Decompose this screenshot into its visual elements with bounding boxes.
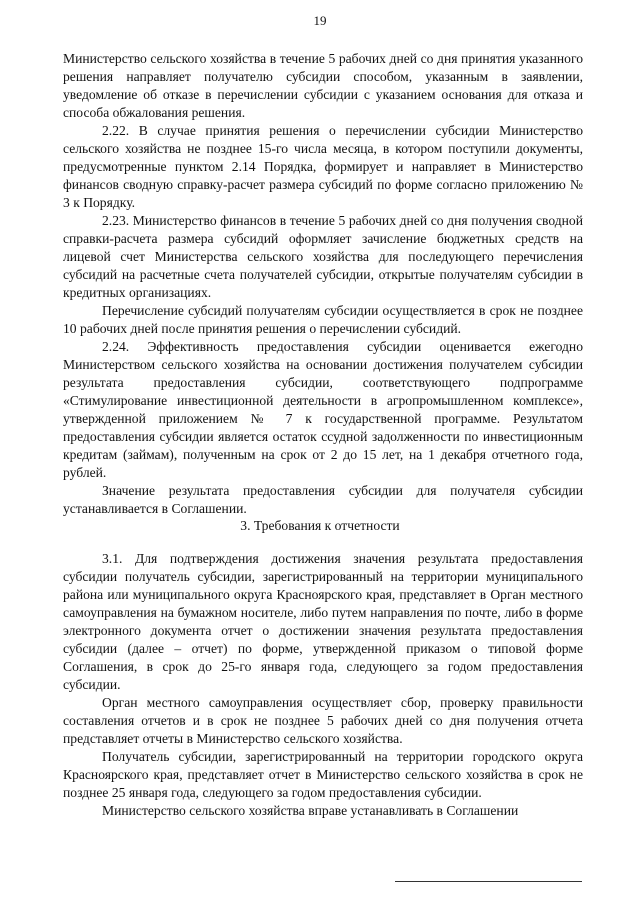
paragraph-ministry-rights: Министерство сельского хозяйства вправе устанавливать в Соглашении bbox=[102, 803, 519, 818]
paragraph-2-23: 2.23. Министерство финансов в течение 5 рабочих дней со дня получения сводной справки-расчета размера субсидий оформляет зачисление бюджетных средств на лицевой счет Министерства сельского хозяйства для последующего перечисления субсидий на расчетные счета получателей субсидии, открытые получателям субсидии в кредитных организациях. bbox=[63, 213, 583, 300]
paragraph-2-24: 2.24. Эффективность предоставления субсидии оценивается ежегодно Министерством сельского хозяйства на основании достижения получателем субсидии результата предоставления субсидии, соответствующего подпрограмме «Стимулирование инвестиционной деятельности в агропромышленном комплексе», утвержденной приложением № 7 к государственной программе. Результатом предоставления субсидии является остаток ссудной задолженности по инвестиционным кредитам (займам), полученным на срок от 2 до 15 лет, на 1 декабря отчетного года, рублей. bbox=[63, 339, 583, 480]
section-3-body bbox=[63, 550, 583, 820]
paragraph-local-authority: Орган местного самоуправления осуществляет сбор, проверку правильности составления отчетов и в срок не позднее 5 рабочих дней со дня получения отчета представляет отчеты в Министерство сельского хозяйства. bbox=[63, 695, 583, 746]
paragraph-3-1: 3.1. Для подтверждения достижения значения результата предоставления субсидии получатель субсидии, зарегистрированный на территории муниципального района или муниципального округа Красноярского края, представляет в Орган местного самоуправления на бумажном носителе, либо путем направления по почте, либо в форме электронного документа отчет о достижении значения результата предоставления субсидии (далее – отчет) по форме, утвержденной приказом о типовой форме Соглашения, в срок до 25-го января года, следующего за годом предоставления субсидии. bbox=[63, 551, 583, 692]
paragraph-result-value: Значение результата предоставления субсидии для получателя субсидии устанавливается в Соглашении. bbox=[63, 483, 583, 516]
paragraph-2-22: 2.22. В случае принятия решения о перечислении субсидии Министерство сельского хозяйства не позднее 15-го числа месяца, в котором поступили документы, предусмотренные пунктом 2.14 Порядка, формирует и направляет в Министерство финансов сводную справку-расчет размера субсидий по форме согласно приложению № 3 к Порядку. bbox=[63, 123, 583, 210]
paragraph-refusal-notice: Министерство сельского хозяйства в течение 5 рабочих дней со дня принятия указанного решения направляет получателю субсидии способом, указанным в заявлении, уведомление об отказе в перечислении субсидии с указанием основания для отказа и способа обжалования решения. bbox=[63, 51, 583, 120]
section-heading: 3. Требования к отчетности bbox=[240, 518, 400, 533]
page-number: 19 bbox=[313, 13, 327, 28]
paragraph-transfer-deadline: Перечисление субсидий получателям субсидии осуществляется в срок не позднее 10 рабочих дней после принятия решения о перечислении субсидий. bbox=[63, 303, 583, 336]
section-2-continuation bbox=[63, 50, 583, 518]
footer-rule bbox=[395, 881, 582, 882]
paragraph-city-recipient: Получатель субсидии, зарегистрированный на территории городского округа Красноярского края, представляет отчет в Министерство сельского хозяйства в срок не позднее 25 января года, следующего за годом предоставления субсидии. bbox=[63, 749, 583, 800]
